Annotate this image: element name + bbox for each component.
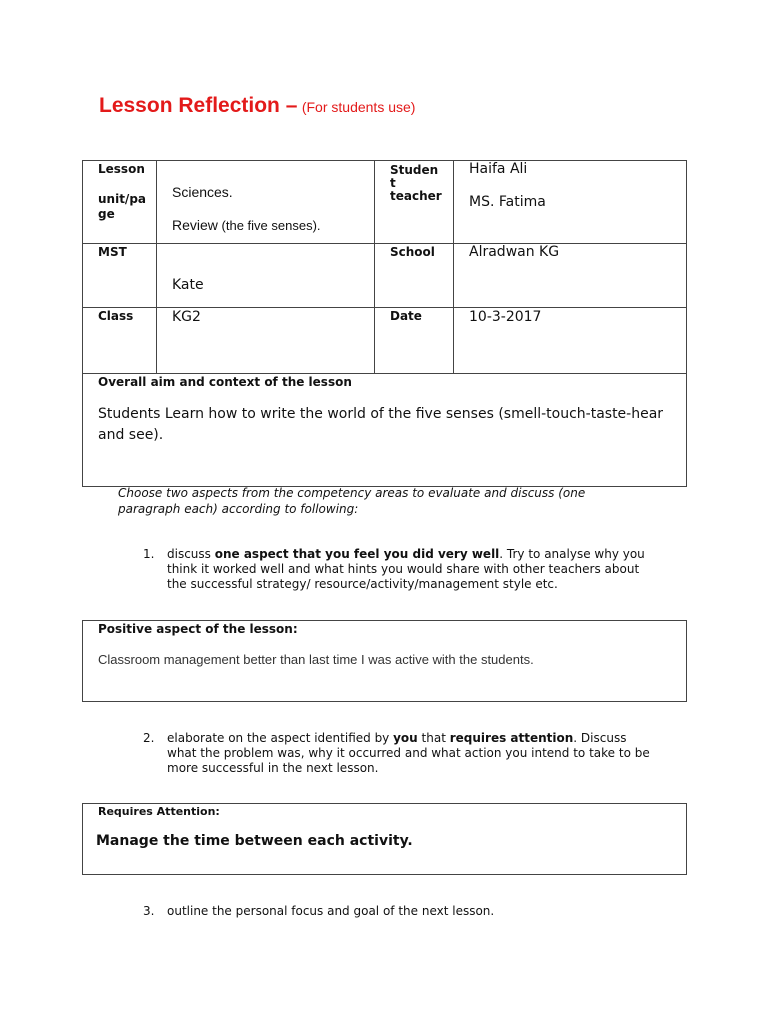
item-text-emphasis: requires attention — [449, 731, 574, 745]
mentor-teacher-name: MS. Fatima — [469, 194, 546, 210]
student-teacher-label: Studen t teacher — [390, 163, 442, 203]
date-label: Date — [390, 309, 422, 323]
instructions-intro: Choose two aspects from the competency areas to evaluate and discuss (one paragraph each) according to following: — [118, 486, 586, 516]
mst-label-cell — [83, 244, 157, 308]
class-value: KG2 — [172, 309, 201, 325]
lesson-label-cell — [83, 161, 157, 244]
item-text — [167, 731, 657, 776]
item-text — [167, 547, 657, 592]
student-teacher-name: Haifa Ali — [469, 161, 528, 177]
item-text-part: . Try to analyse why you think it worked well and what hints you would share with other teachers about the successful strategy/ resource/activity/management style etc. — [167, 547, 645, 591]
mst-value: Kate — [172, 277, 204, 293]
lesson-label: Lesson unit/pa ge — [98, 162, 147, 221]
item-text-part: discuss — [167, 547, 215, 561]
title-sub: (For students use) — [301, 99, 416, 115]
list-item — [143, 731, 663, 776]
lesson-subject: Sciences. — [172, 184, 233, 200]
class-label-cell — [83, 308, 157, 374]
item-text-part: . Discuss what the problem was, why it occurred and what action you intend to take to be more successful in the next lesson. — [167, 731, 650, 775]
date-value: 10-3-2017 — [469, 309, 542, 325]
school-value-cell — [454, 244, 687, 308]
item-number: 3. — [143, 904, 155, 918]
item-number: 2. — [143, 731, 155, 745]
positive-aspect-text: Classroom management better than last time I was active with the students. — [98, 652, 534, 667]
positive-aspect-box — [82, 620, 687, 702]
class-label: Class — [98, 309, 134, 323]
requires-attention-label: Requires Attention: — [98, 805, 220, 818]
item-text-part: outline the personal focus and goal of the next lesson. — [167, 904, 495, 918]
item-text-part: elaborate on the aspect identified by — [167, 731, 394, 745]
list-item — [143, 904, 663, 919]
aim-cell — [83, 374, 687, 487]
date-label-cell — [375, 308, 454, 374]
lesson-value-cell — [157, 161, 375, 244]
class-value-cell — [157, 308, 375, 374]
item-text — [167, 904, 657, 919]
lesson-info-table — [82, 160, 687, 487]
mst-value-cell — [157, 244, 375, 308]
positive-aspect-label: Positive aspect of the lesson: — [98, 622, 298, 636]
school-label-cell — [375, 244, 454, 308]
aim-label: Overall aim and context of the lesson — [98, 375, 352, 389]
date-value-cell — [454, 308, 687, 374]
school-value: Alradwan KG — [469, 244, 560, 260]
requires-attention-text: Manage the time between each activity. — [96, 833, 413, 849]
mst-label: MST — [98, 245, 127, 259]
aim-value: Students Learn how to write the world of the five senses (smell-touch-taste-hear and see). — [98, 406, 664, 443]
page-title — [99, 94, 415, 118]
school-label: School — [390, 245, 435, 259]
requires-attention-box — [82, 803, 687, 875]
student-teacher-label-cell — [375, 161, 454, 244]
title-main: Lesson Reflection – — [99, 94, 298, 117]
item-text-emphasis: you — [393, 731, 418, 745]
item-text-part: that — [417, 731, 450, 745]
lesson-topic-detail: (the five senses). — [217, 218, 321, 233]
lesson-topic-main: Review — [172, 217, 218, 233]
list-item — [143, 547, 663, 592]
lesson-topic — [172, 215, 321, 234]
item-text-emphasis: one aspect that you feel you did very well — [214, 547, 500, 561]
student-teacher-value-cell — [454, 161, 687, 244]
item-number: 1. — [143, 547, 155, 561]
